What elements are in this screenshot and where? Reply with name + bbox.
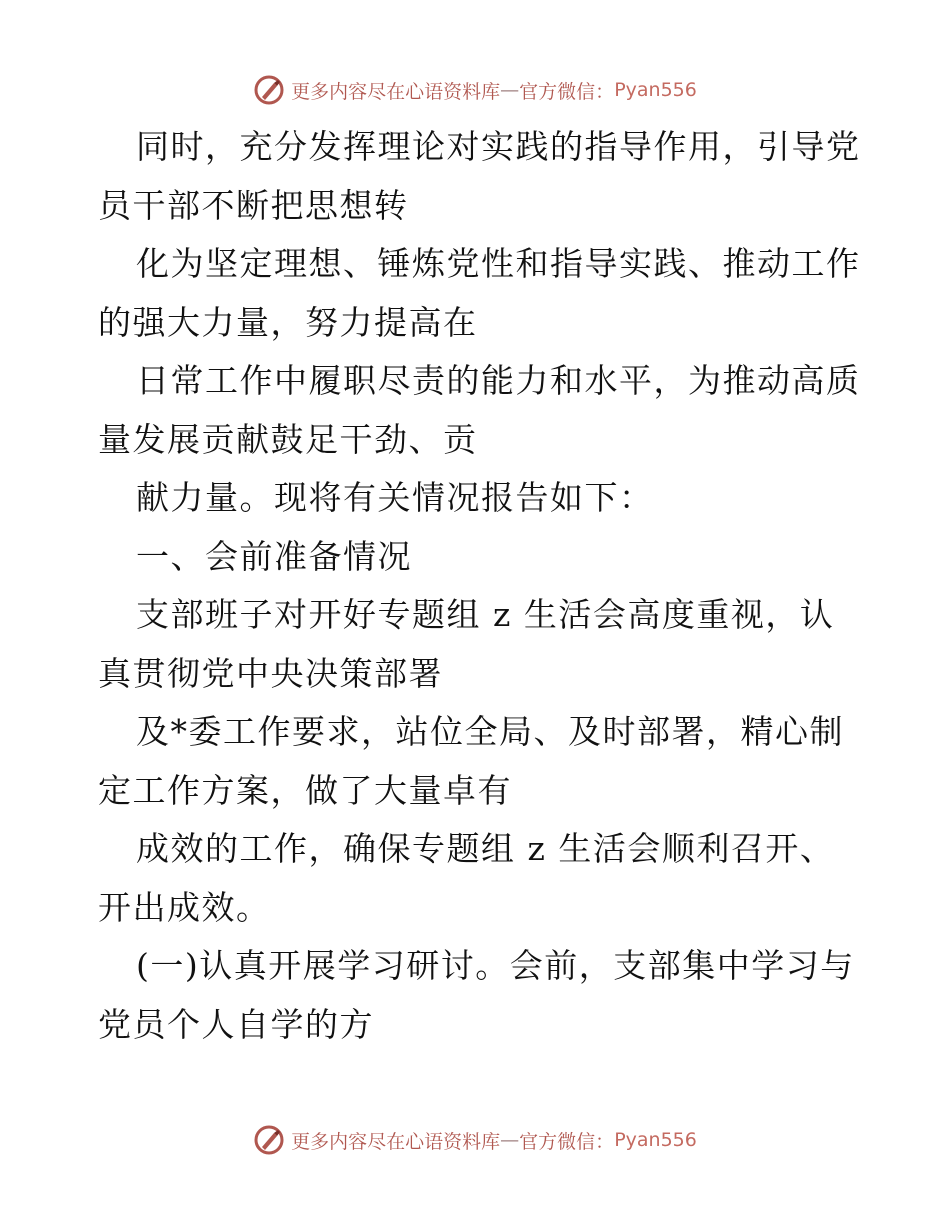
body-line: 开出成效。	[98, 887, 271, 927]
subsection-line: (一)认真开展学习研讨。会前，支部集中学习与	[136, 946, 855, 985]
watermark-contact: Pyan556	[614, 79, 697, 101]
watermark-text: 更多内容尽在心语资料库	[291, 1130, 501, 1153]
watermark-label: 官方微信：	[519, 80, 615, 103]
body-line: 员干部不断把思想转	[98, 185, 409, 225]
pen-logo-icon	[253, 74, 285, 106]
section-heading: 一、会前准备情况	[136, 536, 412, 576]
body-line: 及*委工作要求，站位全局、及时部署，精心制	[136, 712, 844, 751]
body-line: 献力量。现将有关情况报告如下：	[136, 478, 654, 517]
body-line: 成效的工作，确保专题组 z 生活会顺利召开、	[136, 829, 835, 868]
body-line: 的强大力量，努力提高在	[98, 302, 478, 342]
body-line: 真贯彻党中央决策部署	[98, 653, 443, 693]
document-body	[98, 118, 861, 1054]
watermark-label: 官方微信：	[519, 1130, 615, 1153]
header-watermark	[0, 70, 950, 110]
body-line: 日常工作中履职尽责的能力和水平，为推动高质	[136, 361, 861, 400]
body-line: 量发展贡献鼓足干劲、贡	[98, 419, 478, 459]
watermark-separator: —	[500, 79, 520, 101]
body-line: 定工作方案，做了大量卓有	[98, 770, 512, 810]
body-line: 同时，充分发挥理论对实践的指导作用，引导党	[136, 127, 861, 166]
pen-logo-icon	[253, 1124, 285, 1156]
watermark-contact: Pyan556	[614, 1129, 697, 1151]
body-line: 党员个人自学的方	[98, 1004, 374, 1044]
body-line: 支部班子对开好专题组 z 生活会高度重视，认	[136, 595, 835, 634]
body-line: 化为坚定理想、锤炼党性和指导实践、推动工作	[136, 244, 861, 283]
watermark-text: 更多内容尽在心语资料库	[291, 80, 501, 103]
watermark-separator: —	[500, 1129, 520, 1151]
footer-watermark	[0, 1120, 950, 1160]
